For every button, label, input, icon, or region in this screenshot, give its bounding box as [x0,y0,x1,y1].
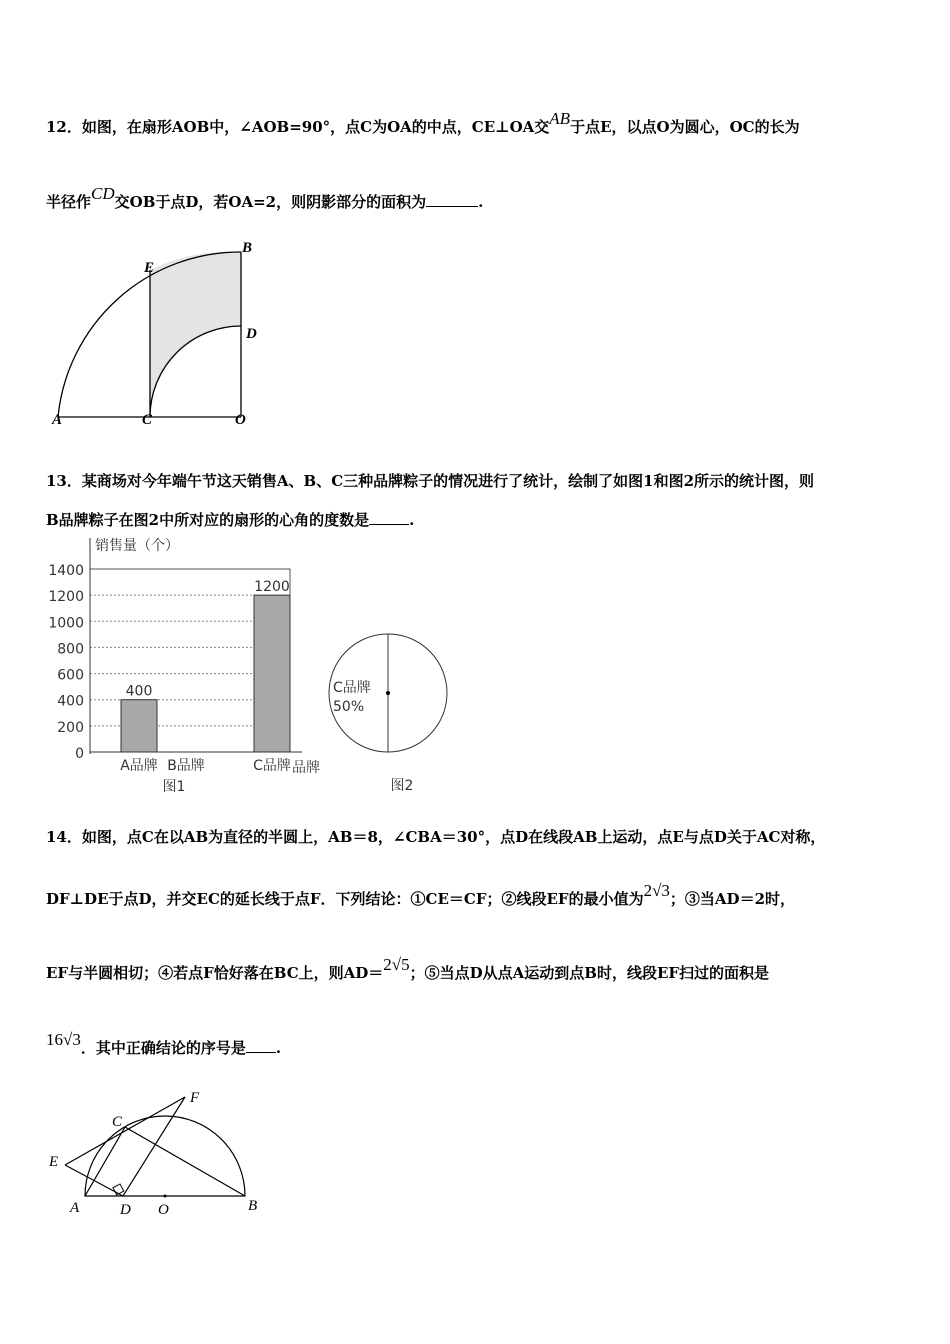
pie-center [386,691,390,695]
label-o: O [235,412,246,428]
q12-text: 12．如图，在扇形AOB中，∠AOB=90°，点C为OA的中点，CE⊥OA交 [46,118,550,136]
label-b: B [242,240,253,256]
q14-text: DF⊥DE于点D，并交EC的延长线于点F．下列结论：①CE＝CF；②线段EF的最小值为 [46,890,644,908]
period: . [275,1039,282,1057]
label-a: A [52,412,63,428]
y-tick-label: 200 [57,719,84,736]
q14-line1: 14．如图，点C在以AB为直径的半圆上，AB＝8，∠CBA＝30°，点D在线段AB上运动，点E与点D关于AC对称， [46,828,826,846]
q14-text: ；⑤当点D从点A运动到点B时，线段EF扫过的面积是 [409,964,770,982]
label-c: C [112,1114,123,1130]
label-c: C [142,412,153,428]
y-tick-label: 800 [57,641,84,658]
slice-percent: 50% [333,699,365,715]
answer-blank [246,1040,276,1053]
q13-line2 [46,509,414,530]
answer-blank [369,512,409,525]
y-tick-label: 1400 [48,563,84,579]
label-e: E [144,260,155,276]
y-tick-label: 400 [57,693,84,710]
q14-text: ．其中正确结论的序号是 [80,1039,246,1057]
y-tick-label: 1200 [48,589,84,606]
bar [121,700,157,752]
q12-text: 交OB于点D，若OA=2，则阴影部分的面积为 [114,193,427,211]
label-a: A [70,1200,80,1216]
q14-line2 [46,881,796,909]
y-axis-label: 销售量（个） [95,538,179,554]
shaded-region [150,252,241,417]
chart-title: 图2 [390,778,414,794]
q12-text: 于点E，以点O为圆心，OC的长为 [570,118,800,136]
q12-text: 半径作 [46,193,92,211]
x-tick-label: A品牌 [120,758,158,774]
q12-line1 [46,109,800,137]
x-tick-label: B品牌 [167,758,205,774]
answer-blank [426,194,478,207]
q14-text: ；③当AD＝2时， [669,890,796,908]
label-d: D [120,1202,131,1218]
y-tick-label: 0 [75,746,84,762]
y-tick-label: 1000 [48,615,84,632]
sector-figure [40,230,270,430]
x-tick-label: C品牌 [253,758,291,774]
q13-line1: 13．某商场对今年端午节这天销售A、B、C三种品牌粽子的情况进行了统计，绘制了如图1和图2所示的统计图，则 [46,472,815,490]
arc-ab: AB [549,109,571,128]
y-tick-label: 600 [57,667,84,684]
arc-cd: CD [91,184,115,203]
q14-text: EF与半圆相切；④若点F恰好落在BC上，则AD＝ [46,964,384,982]
label-e: E [49,1154,59,1170]
label-f: F [190,1090,200,1106]
x-axis-label: 品牌 [292,760,320,776]
semicircle-figure [40,1080,280,1220]
label-d: D [246,326,257,342]
slice-label: C品牌 [333,680,371,696]
chart-title: 图1 [162,779,186,795]
period: . [409,511,415,529]
bar-chart [40,530,340,800]
q12-line2 [46,184,484,212]
math-16sqrt3: 16√3 [46,1030,81,1049]
q13-text: B品牌粽子在图2中所对应的扇形的心角的度数是 [46,511,370,529]
period: . [478,193,484,211]
math-2sqrt3: 2√3 [643,881,670,900]
math-2sqrt5: 2√5 [383,955,410,974]
pie-chart [320,620,460,800]
data-label: 1200 [254,579,290,596]
q14-line3 [46,955,770,983]
label-o: O [158,1202,169,1218]
q14-line4 [46,1030,282,1058]
bar [254,595,290,752]
data-label: 400 [125,683,153,700]
label-b: B [248,1198,258,1214]
